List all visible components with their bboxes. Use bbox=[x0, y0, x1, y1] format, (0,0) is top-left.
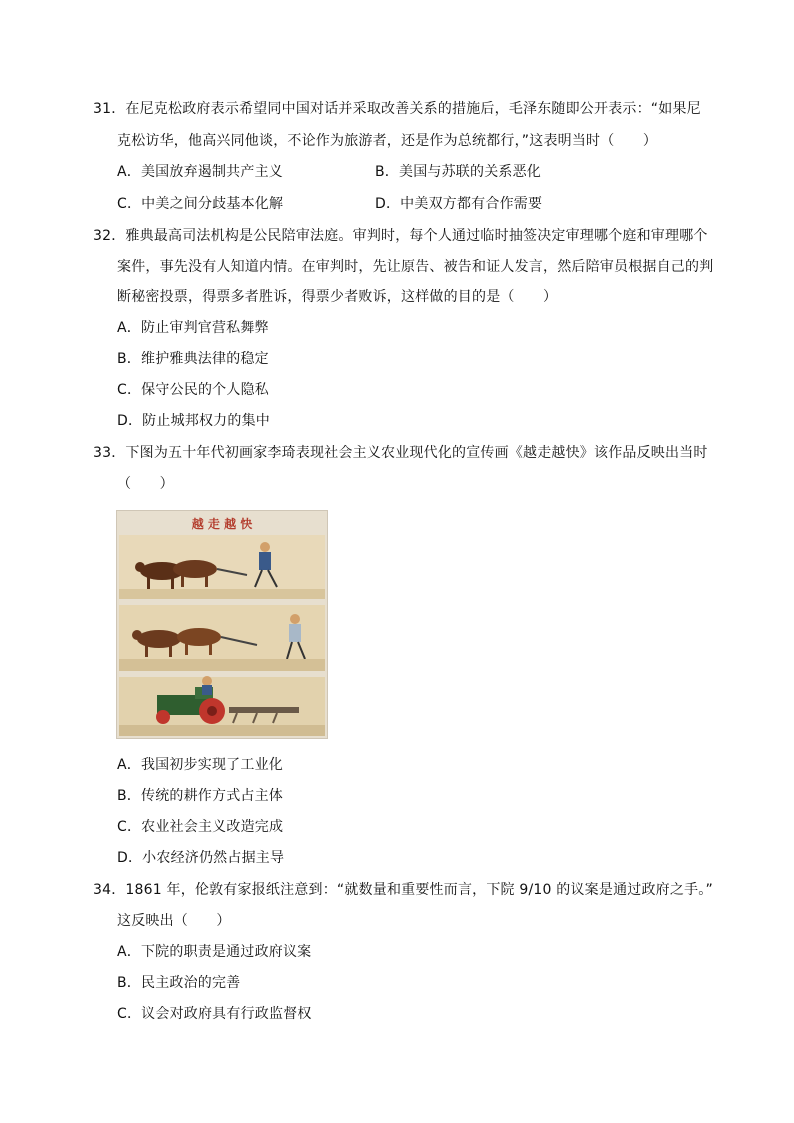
q33-option-d: D．小农经济仍然占据主导 bbox=[117, 850, 285, 866]
q32-stem-line1: 32．雅典最高司法机构是公民陪审法庭。审判时，每个人通过临时抽签决定审理哪个庭和审理哪个 bbox=[93, 228, 708, 244]
q31-option-a: A．美国放弃遏制共产主义 bbox=[117, 164, 283, 180]
q32-option-a: A．防止审判官营私舞弊 bbox=[117, 320, 269, 336]
q34-stem-line2: 这反映出（ ） bbox=[117, 913, 231, 929]
panel-ox-plow-1 bbox=[119, 535, 325, 599]
q34-option-c: C．议会对政府具有行政监督权 bbox=[117, 1006, 312, 1022]
poster-illustration bbox=[117, 511, 327, 738]
q31-option-d: D．中美双方都有合作需要 bbox=[375, 196, 543, 212]
q33-option-a: A．我国初步实现了工业化 bbox=[117, 757, 283, 773]
q31-stem-line2: 克松访华，他高兴同他谈，不论作为旅游者，还是作为总统都行，”这表明当时（ ） bbox=[117, 133, 658, 149]
q31-option-c: C．中美之间分歧基本化解 bbox=[117, 196, 284, 212]
q34-stem-line1: 34．1861 年，伦敦有家报纸注意到：“就数量和重要性而言，下院 9/10 的议案是通过政府之手。” bbox=[93, 882, 713, 898]
q34-option-a: A．下院的职责是通过政府议案 bbox=[117, 944, 312, 960]
q33-option-c: C．农业社会主义改造完成 bbox=[117, 819, 284, 835]
poster-image bbox=[116, 510, 328, 739]
q34-option-b: B．民主政治的完善 bbox=[117, 975, 241, 991]
q33-option-b: B．传统的耕作方式占主体 bbox=[117, 788, 284, 804]
q33-stem-line2: （ ） bbox=[117, 476, 174, 492]
q32-option-c: C．保守公民的个人隐私 bbox=[117, 382, 269, 398]
q32-stem-line2: 案件，事先没有人知道内情。在审判时，先让原告、被告和证人发言，然后陪审员根据自己的判 bbox=[117, 259, 714, 275]
q32-option-d: D．防止城邦权力的集中 bbox=[117, 413, 270, 429]
q33-stem-line1: 33．下图为五十年代初画家李琦表现社会主义农业现代化的宣传画《越走越快》该作品反映出当时 bbox=[93, 445, 708, 461]
panel-tractor bbox=[119, 676, 325, 736]
panel-ox-plow-2 bbox=[119, 605, 325, 671]
q31-option-b: B．美国与苏联的关系恶化 bbox=[375, 164, 542, 180]
q32-option-b: B．维护雅典法律的稳定 bbox=[117, 351, 269, 367]
poster-title: 越 走 越 快 bbox=[191, 517, 253, 531]
q31-stem-line1: 31．在尼克松政府表示希望同中国对话并采取改善关系的措施后，毛泽东随即公开表示：“如果尼 bbox=[93, 101, 701, 117]
q32-stem-line3: 断秘密投票，得票多者胜诉，得票少者败诉，这样做的目的是（ ） bbox=[117, 289, 558, 305]
